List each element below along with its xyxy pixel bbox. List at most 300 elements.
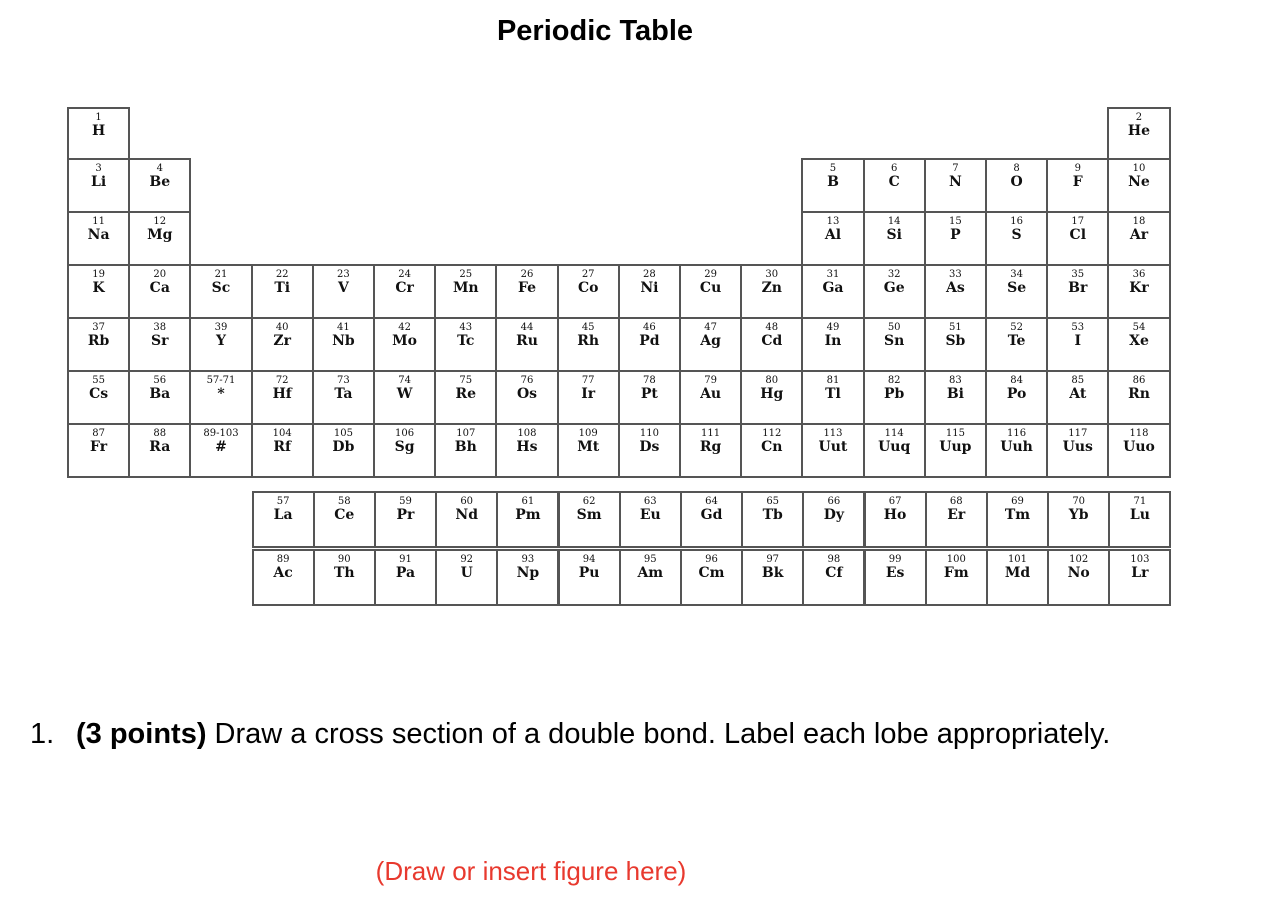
element-cell-Fr-main <box>67 423 130 478</box>
element-symbol: Rh <box>577 333 600 349</box>
atomic-number: 39 <box>214 322 228 333</box>
element-cell-Se-main <box>985 264 1048 319</box>
element-cell-Am-actinide <box>619 549 682 606</box>
atomic-number: 31 <box>826 269 840 280</box>
element-cell-Cs-main <box>67 370 130 425</box>
atomic-number: 113 <box>823 428 843 439</box>
element-cell-N-main <box>924 158 987 213</box>
atomic-number: 57 <box>276 496 290 507</box>
atomic-number: 27 <box>581 269 595 280</box>
atomic-number: 116 <box>1007 428 1027 439</box>
element-cell-Cu-main <box>679 264 742 319</box>
atomic-number: 74 <box>398 375 411 386</box>
element-cell-C-main <box>863 158 926 213</box>
question-number: 1. <box>30 718 55 750</box>
element-cell-Nd-lanthanide <box>435 491 498 548</box>
element-cell-Dy-lanthanide <box>802 491 865 548</box>
element-symbol: Am <box>637 565 664 581</box>
element-symbol: Cu <box>699 280 722 296</box>
atomic-number: 61 <box>521 496 535 507</box>
element-symbol: Ti <box>274 280 291 296</box>
element-symbol: As <box>946 280 965 296</box>
atomic-number: 92 <box>460 554 474 565</box>
atomic-number: 104 <box>272 428 292 439</box>
element-symbol: Se <box>1007 280 1027 296</box>
atomic-number: 62 <box>582 496 596 507</box>
element-cell-Cn-main <box>740 423 803 478</box>
element-symbol: Ra <box>149 439 171 455</box>
question-body <box>76 716 1230 752</box>
element-symbol: U <box>460 565 473 581</box>
element-symbol: La <box>273 507 293 523</box>
atomic-number: 35 <box>1071 269 1085 280</box>
element-cell-Ne-main <box>1107 158 1170 213</box>
element-symbol: Be <box>149 174 171 190</box>
element-cell-Ni-main <box>618 264 681 319</box>
element-cell-Bk-actinide <box>741 549 804 606</box>
element-symbol: Rg <box>699 439 722 455</box>
atomic-number: 68 <box>949 496 963 507</box>
element-symbol: S <box>1011 227 1022 243</box>
atomic-number: 55 <box>92 375 105 386</box>
atomic-number: 73 <box>337 375 350 386</box>
atomic-number: 70 <box>1072 496 1086 507</box>
atomic-number: 88 <box>153 428 167 439</box>
element-cell-Lr-actinide <box>1108 549 1171 606</box>
atomic-number: 44 <box>520 322 534 333</box>
element-cell-Ar-main <box>1107 211 1170 266</box>
element-symbol: Uuq <box>878 439 911 455</box>
element-cell-Rf-main <box>251 423 314 478</box>
atomic-number: 85 <box>1071 375 1085 386</box>
atomic-number: 63 <box>643 496 657 507</box>
atomic-number: 78 <box>643 375 656 386</box>
element-symbol: Br <box>1068 280 1088 296</box>
atomic-number: 89-103 <box>203 428 239 439</box>
atomic-number: 108 <box>517 428 537 439</box>
element-symbol: Bk <box>761 565 784 581</box>
element-symbol: Uut <box>818 439 848 455</box>
element-symbol: Cm <box>698 565 725 581</box>
element-cell-No-actinide <box>1047 549 1110 606</box>
element-cell-Pu-actinide <box>558 549 621 606</box>
element-symbol: Np <box>516 565 540 581</box>
element-symbol: Fm <box>943 565 969 581</box>
element-cell-Mn-main <box>434 264 497 319</box>
element-symbol: Tb <box>762 507 783 523</box>
element-cell-Ce-lanthanide <box>313 491 376 548</box>
element-symbol: Uus <box>1062 439 1093 455</box>
atomic-number: 14 <box>887 216 901 227</box>
element-cell-Rb-main <box>67 317 130 372</box>
element-cell-Nb-main <box>312 317 375 372</box>
element-symbol: Mo <box>392 333 418 349</box>
atomic-number: 65 <box>766 496 780 507</box>
element-symbol: Tl <box>825 386 841 402</box>
atomic-number: 72 <box>275 375 289 386</box>
element-cell-Pt-main <box>618 370 681 425</box>
atomic-number: 50 <box>887 322 901 333</box>
element-cell-Si-main <box>863 211 926 266</box>
atomic-number: 94 <box>582 554 596 565</box>
element-symbol: Es <box>885 565 905 581</box>
atomic-number: 48 <box>765 322 779 333</box>
element-symbol: Y <box>215 333 226 349</box>
element-cell-Pm-lanthanide <box>496 491 559 548</box>
atomic-number: 102 <box>1069 554 1089 565</box>
atomic-number: 110 <box>639 428 659 439</box>
element-cell-Th-actinide <box>313 549 376 606</box>
atomic-number: 69 <box>1011 496 1024 507</box>
element-symbol: N <box>948 174 962 190</box>
element-cell-Li-main <box>67 158 130 213</box>
element-cell-Cl-main <box>1046 211 1109 266</box>
question-points: (3 points) <box>76 718 207 750</box>
element-symbol: Pr <box>396 507 415 523</box>
element-cell-Sb-main <box>924 317 987 372</box>
element-cell-Sc-main <box>189 264 252 319</box>
element-cell-Hf-main <box>251 370 314 425</box>
element-cell-Ir-main <box>557 370 620 425</box>
element-cell-Po-main <box>985 370 1048 425</box>
element-cell-O-main <box>985 158 1048 213</box>
element-symbol: Xe <box>1129 333 1149 349</box>
element-symbol: Pb <box>884 386 905 402</box>
element-cell-Ra-main <box>128 423 191 478</box>
atomic-number: 117 <box>1068 428 1088 439</box>
element-symbol: Co <box>577 280 599 296</box>
atomic-number: 37 <box>92 322 105 333</box>
atomic-number: 33 <box>949 269 962 280</box>
atomic-number: 11 <box>92 216 105 227</box>
atomic-number: 47 <box>704 322 717 333</box>
atomic-number: 5 <box>829 163 837 174</box>
element-symbol: Sg <box>394 439 415 455</box>
element-symbol: Ni <box>640 280 659 296</box>
element-cell-Cf-actinide <box>802 549 865 606</box>
element-cell-Uup-main <box>924 423 987 478</box>
element-symbol: Cr <box>395 280 414 296</box>
atomic-number: 112 <box>762 428 782 439</box>
atomic-number: 19 <box>92 269 105 280</box>
element-cell-Uuo-main <box>1107 423 1170 478</box>
atomic-number: 41 <box>337 322 350 333</box>
element-cell-Y-main <box>189 317 252 372</box>
atomic-number: 77 <box>581 375 595 386</box>
element-symbol: Ba <box>149 386 171 402</box>
atomic-number: 21 <box>214 269 228 280</box>
element-cell-Ta-main <box>312 370 375 425</box>
element-symbol: K <box>92 280 105 296</box>
element-symbol: Ac <box>273 565 293 581</box>
element-symbol: Uup <box>939 439 972 455</box>
atomic-number: 46 <box>643 322 656 333</box>
element-cell-Te-main <box>985 317 1048 372</box>
element-cell-As-main <box>924 264 987 319</box>
element-symbol: Ne <box>1128 174 1150 190</box>
element-symbol: C <box>888 174 900 190</box>
element-symbol: Ga <box>822 280 844 296</box>
atomic-number: 22 <box>275 269 289 280</box>
element-cell-Sm-lanthanide <box>558 491 621 548</box>
element-cell-Co-main <box>557 264 620 319</box>
element-symbol: Bi <box>946 386 964 402</box>
element-symbol: Cs <box>89 386 109 402</box>
element-symbol: Bh <box>454 439 477 455</box>
atomic-number: 56 <box>153 375 167 386</box>
atomic-number: 57-71 <box>206 375 236 386</box>
element-cell-P-main <box>924 211 987 266</box>
atomic-number: 100 <box>946 554 966 565</box>
element-symbol: H <box>91 123 106 139</box>
element-cell-Yb-lanthanide <box>1047 491 1110 548</box>
atomic-number: 36 <box>1132 269 1146 280</box>
element-cell-Fm-actinide <box>925 549 988 606</box>
element-cell-Tb-lanthanide <box>741 491 804 548</box>
atomic-number: 59 <box>399 496 412 507</box>
element-cell-Ho-lanthanide <box>864 491 927 548</box>
element-cell-Zn-main <box>740 264 803 319</box>
element-cell-Tc-main <box>434 317 497 372</box>
element-symbol: Gd <box>700 507 723 523</box>
element-cell-Es-actinide <box>864 549 927 606</box>
element-symbol: No <box>1067 565 1090 581</box>
atomic-number: 45 <box>581 322 595 333</box>
element-cell-Gd-lanthanide <box>680 491 743 548</box>
atomic-number: 6 <box>891 163 898 174</box>
atomic-number: 89 <box>276 554 290 565</box>
element-symbol: Tm <box>1004 507 1031 523</box>
element-symbol: Cl <box>1069 227 1087 243</box>
element-cell-La-lanthanide <box>252 491 315 548</box>
element-symbol: I <box>1074 333 1082 349</box>
element-symbol: Cf <box>825 565 843 581</box>
question-text: Draw a cross section of a double bond. Label each lobe appropriately. <box>206 718 1111 750</box>
element-symbol: In <box>824 333 842 349</box>
page-title: Periodic Table <box>496 15 694 47</box>
atomic-number: 80 <box>765 375 779 386</box>
atomic-number: 7 <box>952 163 959 174</box>
element-cell-Os-main <box>495 370 558 425</box>
element-symbol: Sn <box>884 333 905 349</box>
element-symbol: Fr <box>90 439 108 455</box>
element-cell-Bh-main <box>434 423 497 478</box>
atomic-number: 24 <box>398 269 411 280</box>
element-cell-Ga-main <box>801 264 864 319</box>
element-cell-Sn-main <box>863 317 926 372</box>
element-cell-Cr-main <box>373 264 436 319</box>
element-symbol: Ds <box>639 439 660 455</box>
atomic-number: 54 <box>1132 322 1146 333</box>
element-cell-Sr-main <box>128 317 191 372</box>
element-cell-Fe-main <box>495 264 558 319</box>
element-cell-Ac-actinide <box>252 549 315 606</box>
element-symbol: Cn <box>761 439 783 455</box>
atomic-number: 87 <box>92 428 105 439</box>
atomic-number: 82 <box>887 375 901 386</box>
element-symbol: Te <box>1007 333 1026 349</box>
element-cell-Cd-main <box>740 317 803 372</box>
element-symbol: Mt <box>577 439 600 455</box>
element-symbol: Db <box>332 439 355 455</box>
element-cell-Bi-main <box>924 370 987 425</box>
element-symbol: Yb <box>1068 507 1089 523</box>
atomic-number: 38 <box>153 322 167 333</box>
atomic-number: 43 <box>459 322 473 333</box>
element-symbol: Hg <box>760 386 784 402</box>
atomic-number: 16 <box>1010 216 1023 227</box>
element-symbol: Pu <box>578 565 600 581</box>
element-cell-Sg-main <box>373 423 436 478</box>
atomic-number: 58 <box>337 496 351 507</box>
element-symbol: Lu <box>1129 507 1150 523</box>
element-symbol: Mg <box>147 227 173 243</box>
element-cell--main <box>189 370 252 425</box>
element-cell-Ge-main <box>863 264 926 319</box>
atomic-number: 95 <box>643 554 657 565</box>
atomic-number: 28 <box>643 269 656 280</box>
atomic-number: 105 <box>333 428 353 439</box>
atomic-number: 81 <box>826 375 840 386</box>
atomic-number: 111 <box>701 428 721 439</box>
element-symbol: Rf <box>273 439 292 455</box>
element-symbol: He <box>1127 123 1151 139</box>
element-cell-Ba-main <box>128 370 191 425</box>
element-symbol: Rn <box>1128 386 1150 402</box>
element-symbol: Sm <box>576 507 602 523</box>
element-cell-Ag-main <box>679 317 742 372</box>
element-cell-V-main <box>312 264 375 319</box>
atomic-number: 66 <box>827 496 841 507</box>
element-symbol: Pa <box>395 565 416 581</box>
element-cell-Mo-main <box>373 317 436 372</box>
element-cell-Cm-actinide <box>680 549 743 606</box>
element-symbol: Li <box>91 174 107 190</box>
element-symbol: Ce <box>334 507 355 523</box>
atomic-number: 3 <box>95 163 102 174</box>
element-cell-I-main <box>1046 317 1109 372</box>
element-symbol: Pm <box>515 507 541 523</box>
atomic-number: 103 <box>1130 554 1150 565</box>
element-symbol: Pd <box>639 333 660 349</box>
atomic-number: 18 <box>1132 216 1146 227</box>
atomic-number: 90 <box>337 554 351 565</box>
figure-placeholder-instruction[interactable]: (Draw or insert figure here) <box>375 856 687 886</box>
element-cell-Zr-main <box>251 317 314 372</box>
atomic-number: 26 <box>520 269 534 280</box>
atomic-number: 96 <box>705 554 718 565</box>
atomic-number: 106 <box>395 428 415 439</box>
element-cell-B-main <box>801 158 864 213</box>
atomic-number: 71 <box>1133 496 1147 507</box>
element-symbol: Au <box>700 386 722 402</box>
atomic-number: 115 <box>945 428 965 439</box>
atomic-number: 12 <box>153 216 167 227</box>
element-symbol: Sr <box>151 333 169 349</box>
element-cell-Tl-main <box>801 370 864 425</box>
atomic-number: 86 <box>1132 375 1146 386</box>
element-cell-He-main <box>1107 107 1170 162</box>
element-symbol: Na <box>87 227 110 243</box>
atomic-number: 76 <box>520 375 534 386</box>
element-cell-Np-actinide <box>496 549 559 606</box>
atomic-number: 2 <box>1135 112 1143 123</box>
element-symbol: Lr <box>1131 565 1149 581</box>
atomic-number: 84 <box>1010 375 1023 386</box>
atomic-number: 17 <box>1071 216 1085 227</box>
element-symbol: Al <box>824 227 842 243</box>
atomic-number: 52 <box>1010 322 1023 333</box>
atomic-number: 25 <box>459 269 473 280</box>
element-symbol: Pt <box>640 386 658 402</box>
atomic-number: 42 <box>398 322 411 333</box>
atomic-number: 118 <box>1129 428 1149 439</box>
atomic-number: 101 <box>1007 554 1028 565</box>
element-cell-Br-main <box>1046 264 1109 319</box>
element-symbol: Md <box>1004 565 1031 581</box>
element-cell-F-main <box>1046 158 1109 213</box>
element-symbol: Fe <box>517 280 537 296</box>
element-symbol: Rb <box>87 333 110 349</box>
atomic-number: 15 <box>949 216 962 227</box>
atomic-number: 10 <box>1132 163 1146 174</box>
element-cell-Au-main <box>679 370 742 425</box>
atomic-number: 114 <box>884 428 904 439</box>
element-symbol: Kr <box>1129 280 1149 296</box>
element-cell-Tm-lanthanide <box>986 491 1049 548</box>
element-symbol: Uuh <box>1000 439 1033 455</box>
atomic-number: 107 <box>456 428 476 439</box>
element-symbol: Er <box>947 507 966 523</box>
element-cell-Lu-lanthanide <box>1108 491 1171 548</box>
element-cell-H-main <box>67 107 130 162</box>
question-1 <box>30 716 1230 752</box>
element-cell-Ti-main <box>251 264 314 319</box>
element-symbol: Ru <box>516 333 538 349</box>
element-cell-Na-main <box>67 211 130 266</box>
element-symbol: * <box>217 386 225 402</box>
element-cell-Re-main <box>434 370 497 425</box>
element-cell-At-main <box>1046 370 1109 425</box>
element-symbol: O <box>1010 174 1023 190</box>
atomic-number: 34 <box>1010 269 1023 280</box>
atomic-number: 20 <box>153 269 167 280</box>
atomic-number: 60 <box>460 496 474 507</box>
element-cell-Mg-main <box>128 211 191 266</box>
atomic-number: 1 <box>95 112 102 123</box>
atomic-number: 23 <box>337 269 350 280</box>
element-symbol: Ir <box>581 386 596 402</box>
atomic-number: 9 <box>1074 163 1081 174</box>
element-cell-Pb-main <box>863 370 926 425</box>
element-symbol: P <box>950 227 961 243</box>
element-symbol: Ta <box>334 386 353 402</box>
element-cell-Uuq-main <box>863 423 926 478</box>
element-cell-Xe-main <box>1107 317 1170 372</box>
element-cell-W-main <box>373 370 436 425</box>
element-cell-Rh-main <box>557 317 620 372</box>
element-symbol: Po <box>1006 386 1027 402</box>
element-symbol: Re <box>455 386 477 402</box>
atomic-number: 109 <box>578 428 598 439</box>
element-symbol: Zn <box>761 280 782 296</box>
element-cell-Rn-main <box>1107 370 1170 425</box>
element-symbol: Ca <box>149 280 170 296</box>
element-symbol: Ho <box>883 507 907 523</box>
atomic-number: 49 <box>826 322 840 333</box>
atomic-number: 93 <box>521 554 535 565</box>
element-symbol: Ar <box>1129 227 1149 243</box>
